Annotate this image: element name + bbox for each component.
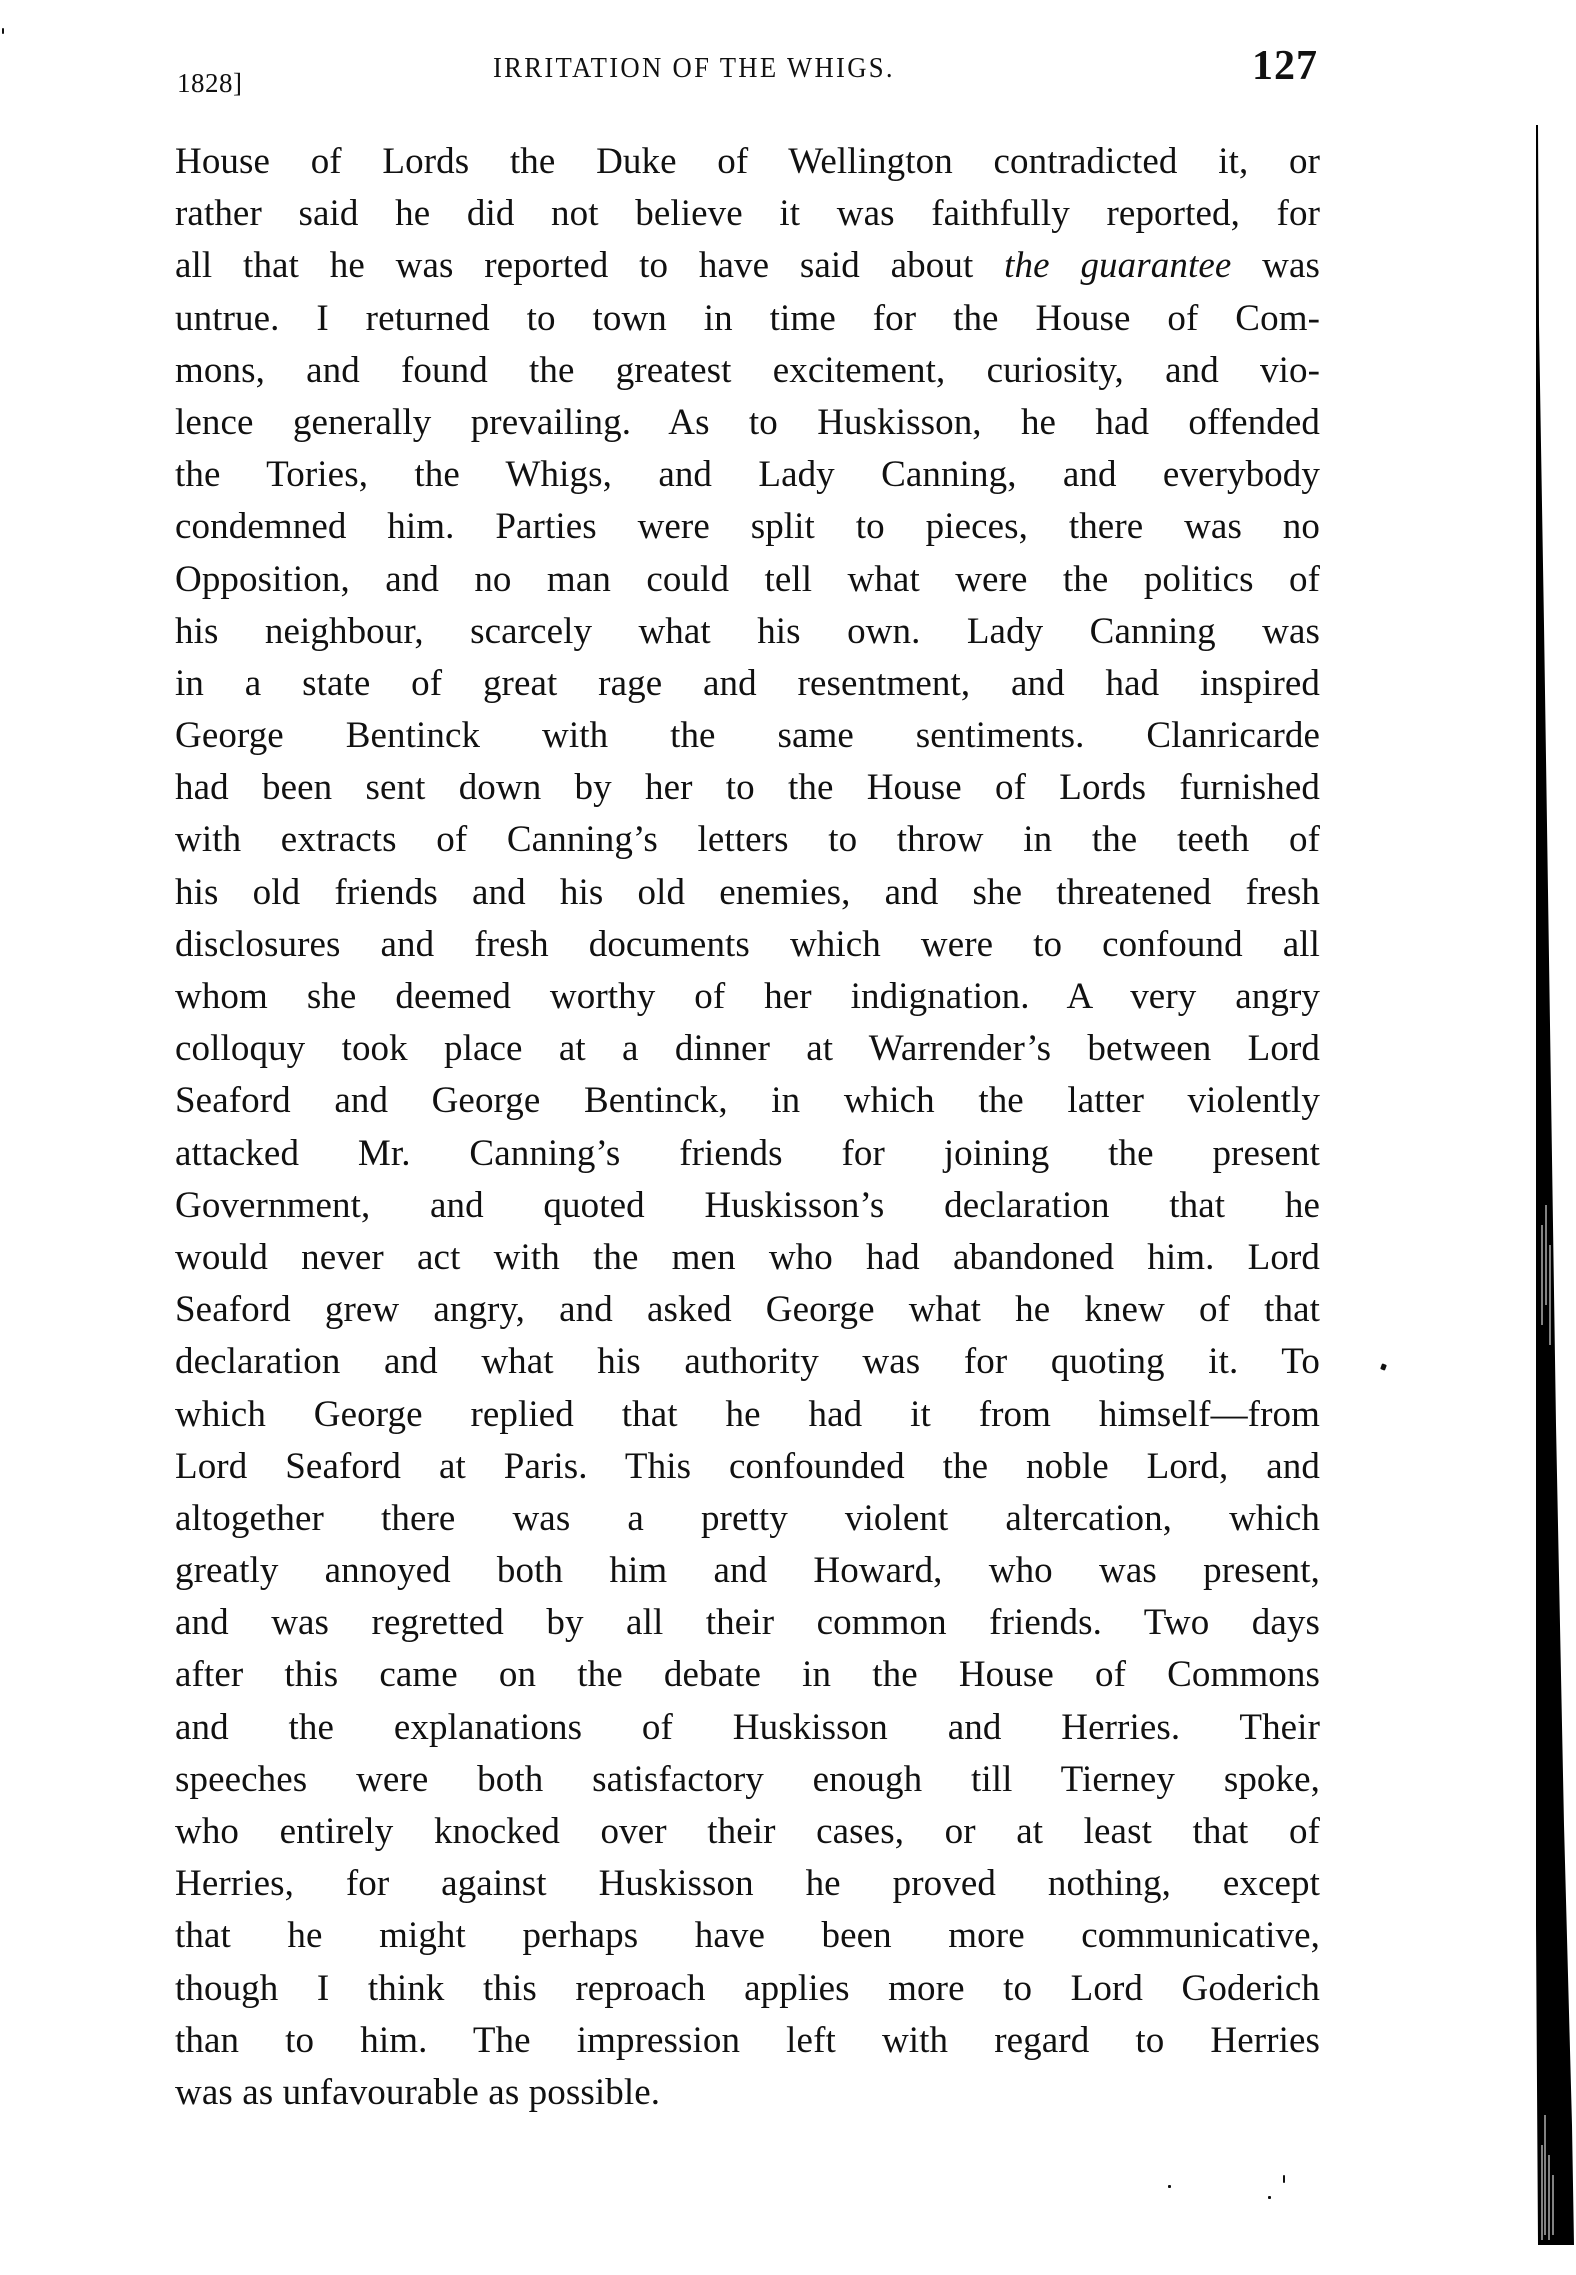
text-line: which George replied that he had it from himself—from — [175, 1393, 1320, 1435]
text-line: disclosures and fresh documents which were to confound all — [175, 923, 1320, 965]
text-line-last: was as unfavourable as possible. — [175, 2071, 661, 2113]
text-line: and was regretted by all their common friends. Two days — [175, 1602, 1320, 1644]
text-line: in a state of great rage and resentment, and had inspired — [175, 662, 1320, 704]
text-line: declaration and what his authority was for quoting it. To — [175, 1341, 1320, 1383]
text-line: mons, and found the greatest excitement, curiosity, and vio- — [175, 349, 1320, 391]
text-line: after this came on the debate in the House of Commons — [175, 1654, 1320, 1696]
text-line: Opposition, and no man could tell what were the politics of — [175, 558, 1320, 600]
binding-gutter-shadow — [1530, 125, 1576, 2250]
text-line-end: was — [1231, 245, 1320, 287]
text-line: would never act with the men who had abandoned him. Lord — [175, 1236, 1320, 1278]
text-line: whom she deemed worthy of her indignation. A very angry — [175, 976, 1320, 1017]
page-number: 127 — [1252, 43, 1318, 89]
text-line: than to him. The impression left with regard to Herries — [175, 2019, 1320, 2061]
text-line: and the explanations of Huskisson and Herries. Their — [175, 1706, 1320, 1748]
text-line: lence generally prevailing. As to Huskisson, he had offended — [175, 401, 1320, 443]
body-text — [175, 136, 1320, 2119]
text-line: rather said he did not believe it was faithfully reported, for — [175, 193, 1320, 235]
text-line: his old friends and his old enemies, and she threatened fresh — [175, 871, 1320, 913]
italic-phrase: the guarantee — [1004, 245, 1232, 287]
running-head — [175, 40, 1320, 110]
scan-speck — [1380, 1363, 1387, 1370]
text-line: with extracts of Canning’s letters to throw in the teeth of — [175, 819, 1320, 861]
text-line: House of Lords the Duke of Wellington contradicted it, or — [175, 141, 1320, 182]
text-line: George Bentinck with the same sentiments. Clanricarde — [175, 715, 1320, 757]
text-line: altogether there was a pretty violent altercation, which — [175, 1497, 1320, 1539]
running-head-title: IRRITATION OF THE WHIGS. — [493, 52, 895, 84]
text-line — [175, 240, 1320, 292]
text-line: Government, and quoted Huskisson’s declaration that he — [175, 1184, 1320, 1226]
text-line: Seaford and George Bentinck, in which the latter violently — [175, 1080, 1320, 1122]
text-line: untrue. I returned to town in time for the House of Com- — [175, 297, 1320, 339]
scan-speck — [2, 28, 4, 34]
text-line: the Tories, the Whigs, and Lady Canning, and everybody — [175, 454, 1320, 496]
text-line: though I think this reproach applies more to Lord Goderich — [175, 1967, 1320, 2009]
text-line: Seaford grew angry, and asked George what he knew of that — [175, 1289, 1320, 1331]
text-line: who entirely knocked over their cases, or at least that of — [175, 1811, 1320, 1852]
scan-speck — [1283, 2175, 1285, 2183]
text-line: colloquy took place at a dinner at Warrender’s between Lord — [175, 1028, 1320, 1070]
text-line: condemned him. Parties were split to pieces, there was no — [175, 506, 1320, 548]
text-line: Lord Seaford at Paris. This confounded the noble Lord, and — [175, 1445, 1320, 1487]
text-line: had been sent down by her to the House of Lords furnished — [175, 767, 1320, 809]
text-line-start: all that he was reported to have said about — [175, 245, 1005, 287]
scan-speck — [1268, 2196, 1271, 2199]
text-line: Herries, for against Huskisson he proved nothing, except — [175, 1863, 1320, 1905]
text-line: greatly annoyed both him and Howard, who was present, — [175, 1550, 1320, 1592]
text-line: speeches were both satisfactory enough till Tierney spoke, — [175, 1758, 1320, 1800]
running-head-year: 1828] — [177, 68, 243, 98]
text-line: that he might perhaps have been more communicative, — [175, 1915, 1320, 1957]
text-line: attacked Mr. Canning’s friends for joining the present — [175, 1132, 1320, 1174]
scan-speck — [1168, 2185, 1171, 2188]
text-line: his neighbour, scarcely what his own. Lady Canning was — [175, 610, 1320, 652]
